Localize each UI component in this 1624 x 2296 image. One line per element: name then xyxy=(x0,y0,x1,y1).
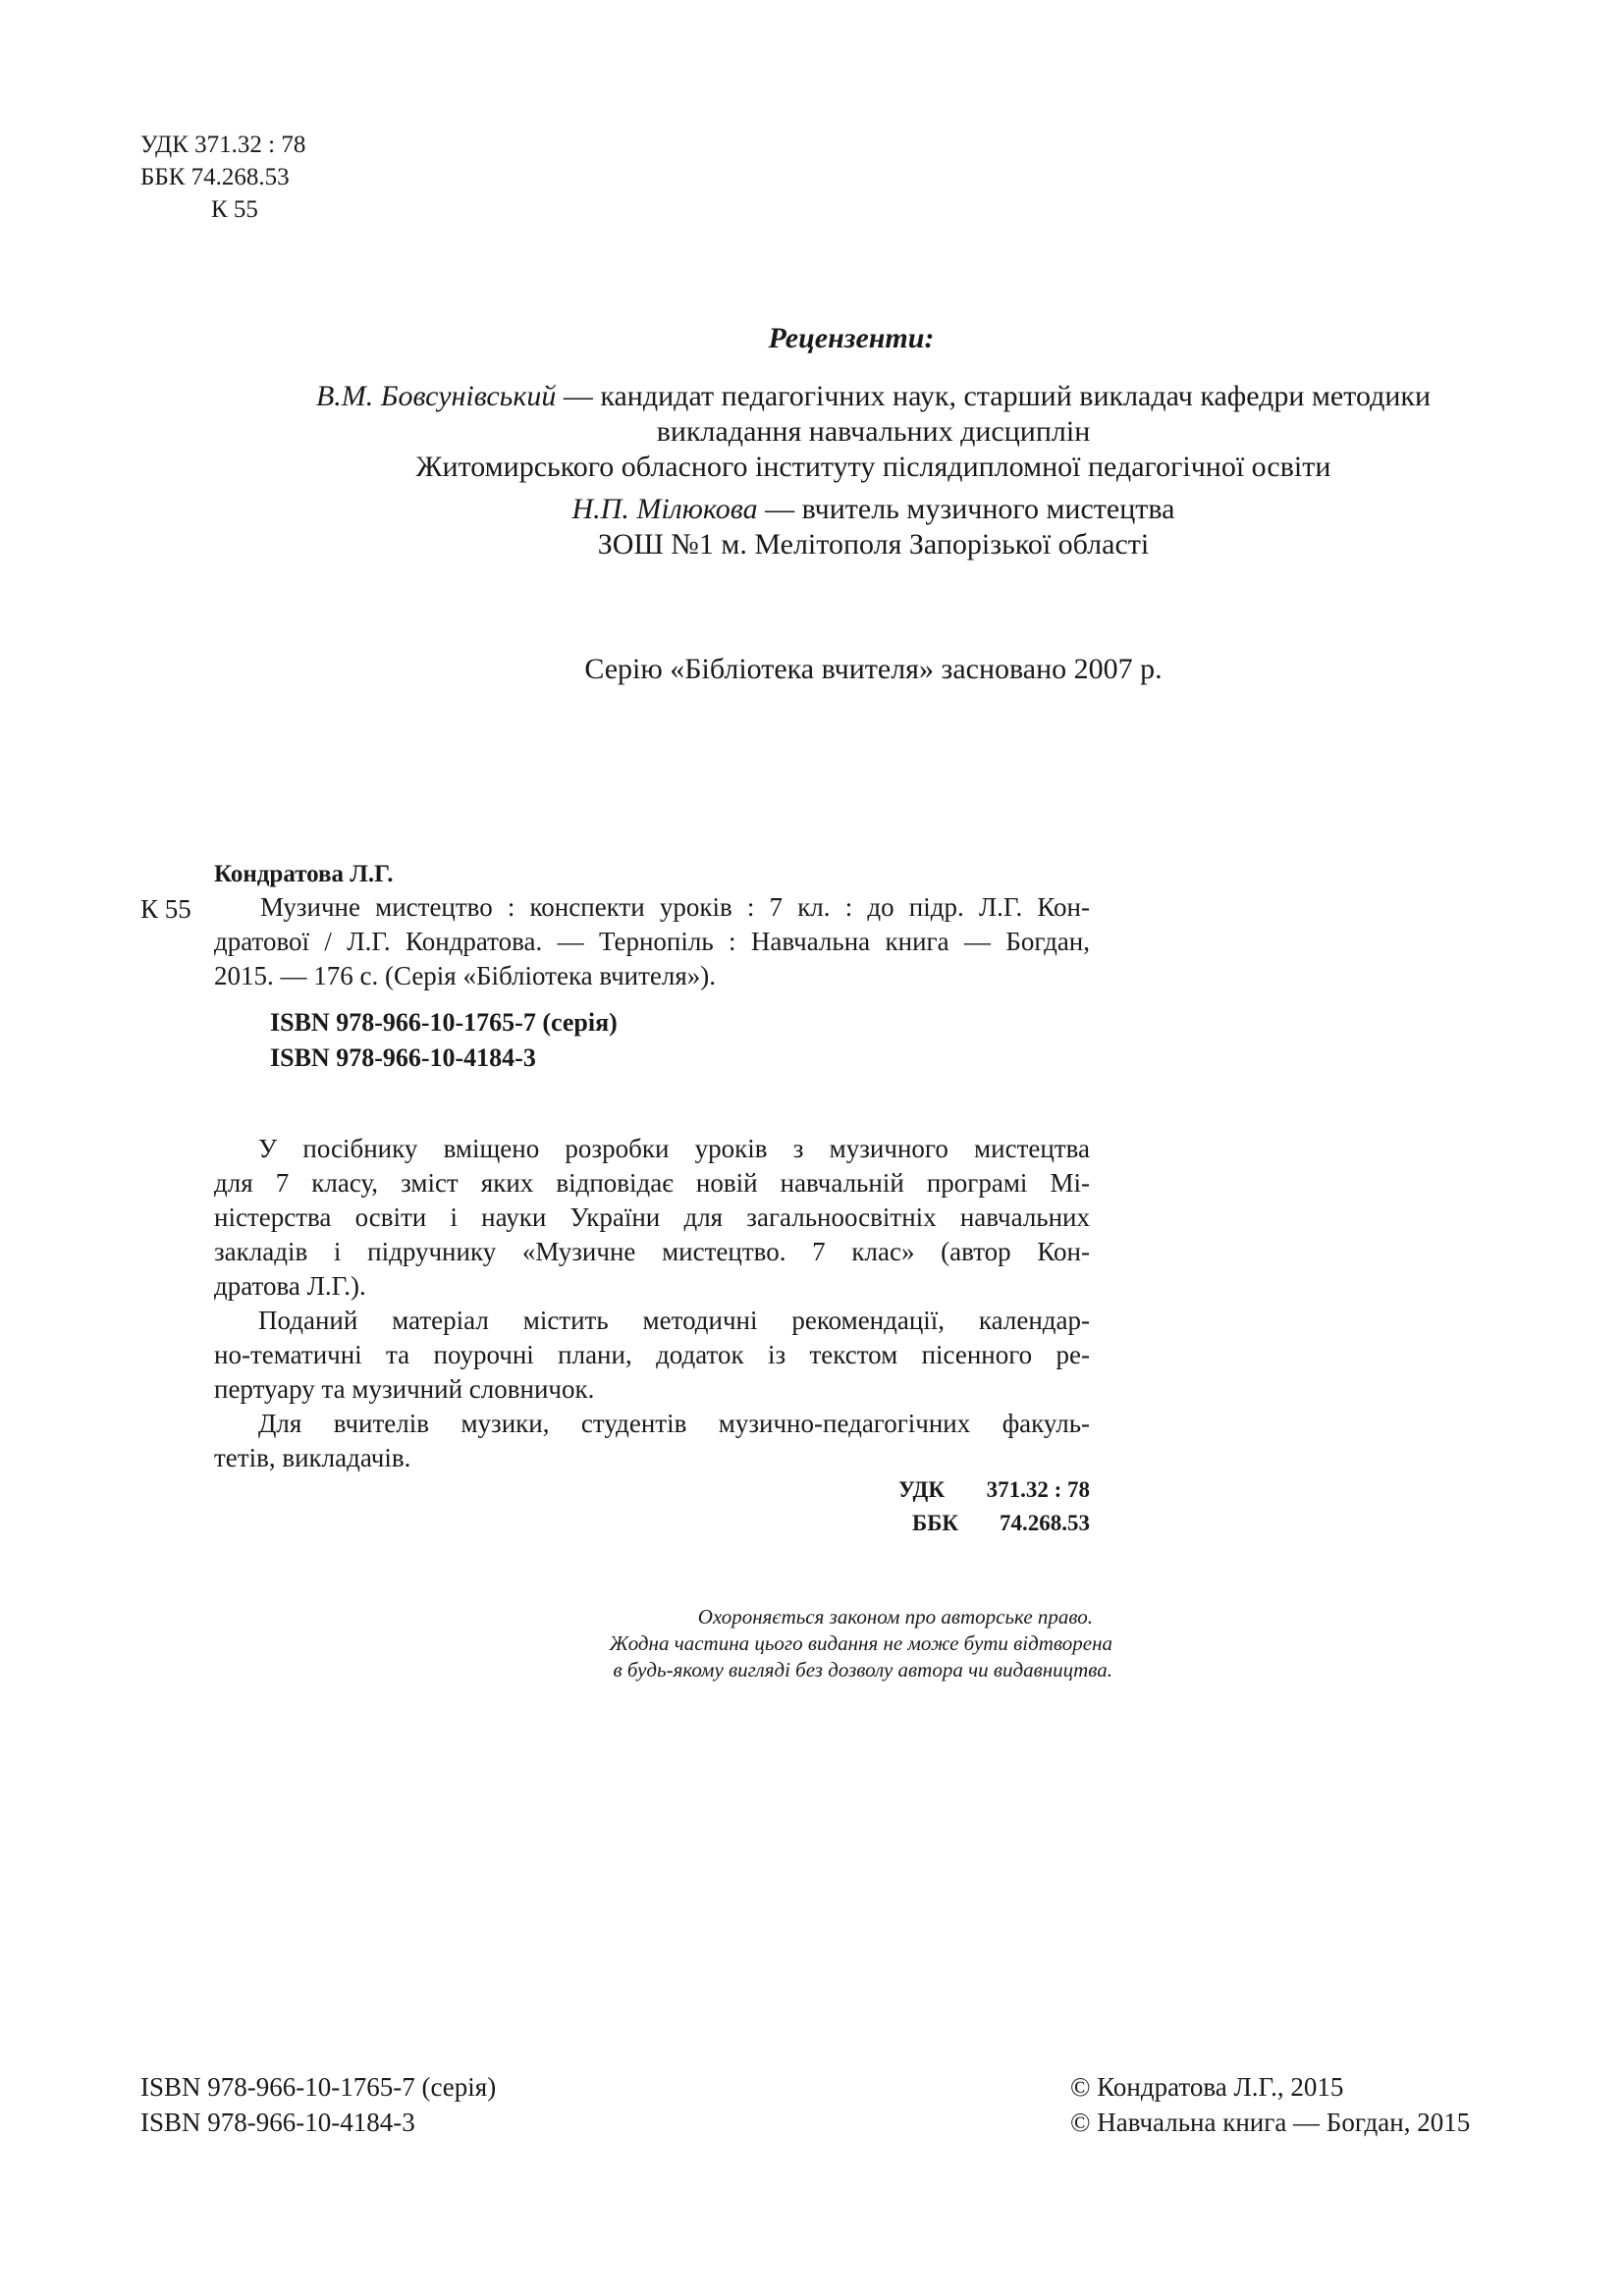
annotation-line: тетів, викладачів. xyxy=(214,1443,411,1472)
udk-code: УДК 371.32 : 78 xyxy=(140,132,306,158)
reviewers-title: Рецензенти: xyxy=(768,322,935,354)
annotation-line: для 7 класу, зміст яких відповідає новій навчальній програмі Мі- xyxy=(214,1168,1090,1198)
copyright-notice-line: Охороняється законом про авторське право. xyxy=(697,1605,1093,1629)
series-note: Серію «Бібліотека вчителя» засновано 2007 р. xyxy=(584,653,1163,685)
udk-label: УДК xyxy=(898,1477,946,1502)
bbk-code: ББК 74.268.53 xyxy=(140,164,290,190)
bbk-value: 74.268.53 xyxy=(1000,1511,1090,1535)
reviewer-2-line-2: ЗОШ №1 м. Мелітополя Запорізької області xyxy=(597,528,1150,561)
card-description-line-2: дратової / Л.Г. Кондратова. — Тернопіль : Навчальна книга — Богдан, xyxy=(214,927,1090,956)
card-author: Кондратова Л.Г. xyxy=(214,861,394,887)
annotation-udk xyxy=(898,1477,1090,1503)
reviewer-1-name: В.М. Бовсунівський xyxy=(315,380,557,412)
reviewer-2-description: — вчитель музичного мистецтва xyxy=(757,493,1175,525)
annotation-line: Поданий матеріал містить методичні рекомендації, календар- xyxy=(258,1306,1090,1335)
card-isbn-series: ISBN 978-966-10-1765-7 (серія) xyxy=(270,1008,618,1037)
reviewer-1-line-2: викладання навчальних дисциплін xyxy=(656,415,1091,448)
footer-copyright-block xyxy=(1070,2069,1470,2140)
reviewer-1-line-3: Житомирського обласного інституту післядипломної педагогічної освіти xyxy=(415,451,1331,483)
copyright-author: © Кондратова Л.Г., 2015 xyxy=(1070,2072,1344,2102)
card-isbn: ISBN 978-966-10-4184-3 xyxy=(270,1043,536,1072)
reviewer-2-name: Н.П. Мілюкова xyxy=(571,493,758,525)
udk-value: 371.32 : 78 xyxy=(986,1477,1090,1502)
card-description-line-1: Музичне мистецтво : конспекти уроків : 7 кл. : до підр. Л.Г. Кон- xyxy=(260,892,1090,922)
annotation-line: но-тематичні та поурочні плани, додаток із текстом пісенного ре- xyxy=(214,1340,1090,1369)
footer-isbn-block xyxy=(140,2069,496,2140)
bbk-label: ББК xyxy=(912,1511,959,1535)
annotation-bbk xyxy=(912,1511,1090,1536)
card-description-line-3: 2015. — 176 с. (Серія «Бібліотека вчителя»). xyxy=(214,961,717,990)
annotation-line: Для вчителів музики, студентів музично-педагогічних факуль- xyxy=(258,1409,1090,1438)
copyright-notice-line: в будь-якому вигляді без дозволу автора чи видавництва. xyxy=(613,1658,1112,1682)
annotation-line: закладів і підручнику «Музичне мистецтво. 7 клас» (автор Кон- xyxy=(214,1237,1090,1266)
annotation-line: пертуару та музичний словничок. xyxy=(214,1374,595,1404)
author-cipher: К 55 xyxy=(211,196,258,223)
classification-block xyxy=(140,129,305,226)
annotation-line: У посібнику вміщено розробки уроків з музичного мистецтва xyxy=(258,1134,1090,1163)
copyright-publisher: © Навчальна книга — Богдан, 2015 xyxy=(1070,2108,1471,2137)
reviewer-1-line-1 xyxy=(0,379,1624,414)
reviewer-2-line-1 xyxy=(0,492,1624,527)
footer-isbn-series: ISBN 978-966-10-1765-7 (серія) xyxy=(140,2072,497,2102)
annotation-line: дратова Л.Г.). xyxy=(214,1271,366,1301)
copyright-notice-line: Жодна частина цього видання не може бути відтворена xyxy=(609,1631,1112,1655)
card-cipher: К 55 xyxy=(140,894,191,924)
reviewer-1-description: — кандидат педагогічних наук, старший викладач кафедри методики xyxy=(556,380,1432,412)
footer-isbn: ISBN 978-966-10-4184-3 xyxy=(140,2108,415,2137)
annotation-line: ністерства освіти і науки України для загальноосвітніх навчальних xyxy=(214,1202,1090,1232)
